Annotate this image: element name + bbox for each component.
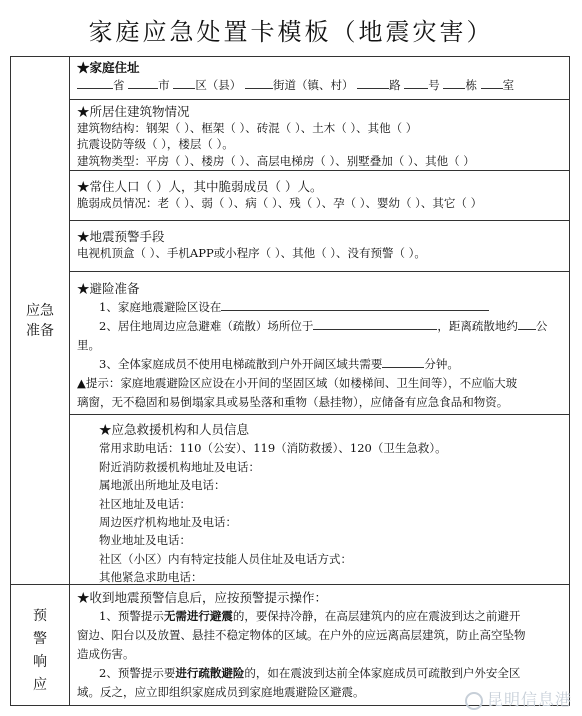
page-title: 家庭应急处置卡模板（地震灾害） xyxy=(88,18,494,46)
response-emphasis: 进行疏散避险 xyxy=(175,666,245,680)
building-type: 建筑物类型：平房（ ）、楼房（ ）、高层电梯房（ ）、别墅叠加（ ）、其他（ ） xyxy=(77,153,475,168)
evacuation-item-2 xyxy=(77,317,563,336)
address-part: 街道（镇、村） xyxy=(272,78,354,93)
address-part: 市 xyxy=(158,78,170,93)
warning-line: 电视机顶盒（ ）、手机APP或小程序（ ）、其他（ ）、没有预警（ ）。 xyxy=(77,246,426,261)
rescue-other: 其他紧急求助电话： xyxy=(99,570,203,585)
evacuation-item-text: 3、全体家庭成员不使用电梯疏散到户外开阔区域共需要 xyxy=(99,357,383,371)
rescue-section xyxy=(99,421,563,587)
evacuation-item-text: 2、居住地周边应急避难（疏散）场所位于 xyxy=(99,319,314,333)
warning-heading: ★地震预警手段 xyxy=(77,229,165,244)
building-seismic: 抗震设防等级（ ），楼层（ ）。 xyxy=(77,137,234,152)
address-part: 路 xyxy=(389,78,401,93)
address-part: 室 xyxy=(502,78,515,93)
watermark xyxy=(465,687,572,710)
response-p2 xyxy=(77,664,563,683)
response-section xyxy=(77,588,563,702)
category-respond-line: 应 xyxy=(33,677,47,693)
response-p2-cont: 域。反之，应立即组织家庭成员到家庭地震避险区避震。 xyxy=(77,685,365,699)
address-part: 省 xyxy=(113,78,125,93)
column-divider xyxy=(69,57,70,705)
evacuation-item-3 xyxy=(77,355,563,374)
evacuation-heading: ★避险准备 xyxy=(77,281,140,296)
building-section xyxy=(77,104,563,169)
watermark-logo-icon xyxy=(465,692,483,710)
evacuation-item-text: 公 xyxy=(535,319,548,333)
response-p1-cont: 窗边、阳台以及放置、悬挂不稳定物体的区域。在户外的应远离高层建筑，防止高空坠物 xyxy=(77,628,526,642)
response-p1-cont: 造成伤害。 xyxy=(77,647,135,661)
response-text: 的，如在震波到达前全体家庭成员可疏散到户外安全区 xyxy=(244,666,521,680)
address-section xyxy=(77,60,563,93)
address-line xyxy=(77,76,563,93)
category-prep-line: 应急 xyxy=(26,303,54,319)
category-prep-line: 准备 xyxy=(26,323,54,339)
response-emphasis: 无需进行避震 xyxy=(163,609,233,623)
evacuation-tip: 璃窗，无不稳固和易倒塌家具或易坠落和重物（悬挂物），应储备有应急食品和物资。 xyxy=(77,395,509,409)
rescue-police: 属地派出所地址及电话： xyxy=(99,478,226,493)
rescue-nearby: 附近消防救援机构地址及电话： xyxy=(99,459,260,474)
evacuation-item-text: ，距离疏散地约 xyxy=(437,319,518,333)
address-heading: ★家庭住址 xyxy=(77,60,140,75)
building-structure: 建筑物结构：钢架（ ）、框架（ ）、砖混（ ）、土木（ ）、其他（ ） xyxy=(77,121,418,136)
rescue-community: 社区地址及电话： xyxy=(99,496,191,511)
card-table xyxy=(10,56,570,706)
evacuation-item-text: 1、家庭地震避险区设在 xyxy=(99,300,222,314)
category-respond-line: 警 xyxy=(33,631,47,647)
rescue-property: 物业地址及电话： xyxy=(99,533,191,548)
rescue-medical: 周边医疗机构地址及电话： xyxy=(99,515,237,530)
address-part: 栋 xyxy=(465,78,477,93)
evacuation-item-1 xyxy=(77,298,563,317)
row-divider xyxy=(69,170,569,171)
response-heading: ★收到地震预警信息后，应按预警提示操作： xyxy=(77,590,328,605)
rescue-phones: 常用求助电话：110（公安）、119（消防救援）、120（卫生急救）。 xyxy=(99,441,447,456)
residents-heading: ★常住人口（ ）人，其中脆弱成员（ ）人。 xyxy=(77,179,323,194)
response-p1 xyxy=(77,607,563,626)
rescue-heading: ★应急救援机构和人员信息 xyxy=(99,422,250,437)
address-part: 号 xyxy=(428,78,440,93)
row-divider xyxy=(69,271,569,272)
rescue-skilled: 社区（小区）内有特定技能人员住址及电话方式： xyxy=(99,551,352,566)
row-divider xyxy=(69,220,569,221)
evacuation-tip: ▲提示：家庭地震避险区应设在小开间的坚固区域（如楼梯间、卫生间等），不应临大玻 xyxy=(77,376,518,390)
category-respond-line: 预 xyxy=(33,608,47,624)
warning-section xyxy=(77,229,563,261)
residents-section xyxy=(77,179,563,211)
evacuation-item-text: 分钟。 xyxy=(424,357,459,371)
category-respond-line: 响 xyxy=(33,654,47,670)
response-text: 的，要保持冷静，在高层建筑内的应在震波到达之前避开 xyxy=(232,609,521,623)
address-part: 区（县） xyxy=(195,78,242,93)
evacuation-item-2-cont: 里。 xyxy=(77,338,100,352)
evacuation-section xyxy=(77,279,563,412)
response-text: 2、预警提示要 xyxy=(99,666,176,680)
watermark-text: 昆明信息港 xyxy=(486,690,572,709)
category-respond xyxy=(11,605,69,697)
row-divider xyxy=(69,99,569,100)
category-prep xyxy=(11,301,69,341)
residents-vulnerable: 脆弱成员情况：老（ ）、弱（ ）、病（ ）、残（ ）、孕（ ）、婴幼（ ）、其它（ ） xyxy=(77,196,483,211)
building-heading: ★所居住建筑物情况 xyxy=(77,104,190,119)
row-divider xyxy=(69,414,569,415)
response-text: 1、预警提示 xyxy=(99,609,164,623)
